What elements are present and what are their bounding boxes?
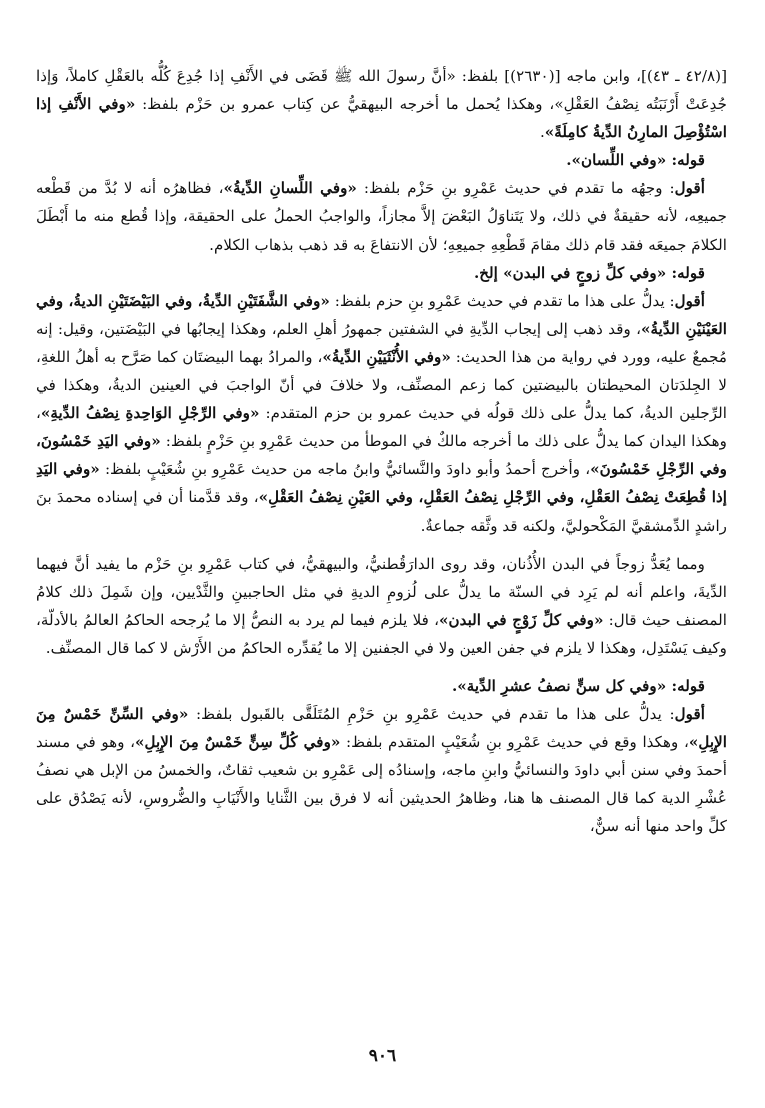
section-heading-pair: قوله: «وفي كلِّ زوجٍ في البدن» إلخ.: [473, 263, 705, 282]
hadith-quote: «وفي الشَّفَتَيْنِ الدِّيةُ، وفي البَيْضَتَيْنِ الديةُ، وفي العَيْنَيْنِ الدِّيةُ»: [36, 291, 727, 338]
paragraph-tooth: أقول: يدلُّ على هذا ما تقدم في حديث عَمْرِو بنِ حَزْمِ المُتَلَقَّى بالقَبول بلفظ: «وفي السِّنِّ خَمْسٌ مِنَ الإِبِلِ»، وهكذا وقع في حديث عَمْرِو بنِ شُعَيْبٍ المتقدم بلفظ: «وفي كُلِّ سِنٍّ خَمْسٌ مِنَ الإِبِلِ»، وهو في مسند أحمدَ وفي سنن أبي داودَ والنسائيُّ وابنِ ماجه، وإسنادُه إلى عَمْرِو بن شعيب ثقاتٌ، والخمسُ من الإبل هي نصفُ عُشْرِ الدية كما قال المصنف ها هنا، وظاهرُ الحديثين أنه لا فرق بين الثَّنايا والأَنْيَابِ والضُّروسِ، لأنه يَصْدُق على كلِّ واحد منها أنه سنٌّ،: [36, 705, 727, 836]
hadith-quote: «وفي الأُنْثَيَيْنِ الدِّيةُ»: [322, 347, 451, 366]
lead-word: أقول: [674, 179, 705, 198]
lead-word: أقول: [674, 705, 705, 724]
hadith-quote: «وفي كلِّ زَوْجٍ في البدن»: [438, 610, 604, 629]
section-heading-tongue: قوله: «وفي اللِّسان».: [566, 151, 705, 170]
section-heading-tooth: قوله: «وفي كل سنٍّ نصفُ عشرِ الدِّية».: [451, 676, 705, 695]
hadith-quote: «وفي اليَدِ إذا قُطِعَتْ نِصْفُ العَقْلِ، وفي الرِّجْلِ نِصْفُ العَقْلِ، وفي العَيْنِ نِصْفُ العَقْلِ»: [36, 460, 727, 507]
paragraph-tongue: أقول: وجهُه ما تقدم في حديث عَمْرِو بنِ حَزْم بلفظ: «وفي اللِّسانِ الدِّيةُ»، فظاهرُه أنه لا بُدَّ من قَطْعه جميعِه، لأنه حقيقةٌ في ذلك، ولا يَتَناوَلُ البَعْضَ إلاَّ مجازاً، والواجبُ الحملُ على الحقيقة، وإذا قُطع منه ما أَبْطَلَ الكلامَ جميعَه فقد قام ذلك مقامَ قَطْعِهِ جميعِهِ؛ لأن الانتفاعَ به قد ذهب بذهاب الكلام.: [36, 179, 727, 254]
hadith-quote: «وفي اللِّسانِ الدِّيةُ»: [223, 179, 357, 198]
page-body: [36, 62, 727, 841]
hadith-quote: «وفي كُلِّ سِنٍّ خَمْسٌ مِنَ الإِبِلِ»: [135, 733, 341, 752]
paragraph-continuation: [(٤٢/٨ ـ ٤٣)]، وابن ماجه [(٢٦٣٠)] بلفظ: «أنَّ رسولَ الله ﷺ قَضَى في الأَنْفِ إذا جُدِعَ كُلُّه بالعَقْلِ كاملاً، وَإذا جُدِعَتْ أَرْنَبَتُه نِصْفُ العَقْلِ»، وهكذا يُحمل ما أخرجه البيهقيُّ عن كِتاب عمرو بن حَزْم بلفظ: «وفي الأَنْفِ إذا اسْتُؤْصِلَ المارِنُ الدِّيةُ كامِلَةً».: [36, 67, 727, 142]
hadith-quote: «وفي اليَدِ خَمْسُونَ، وفي الرِّجْلِ خَمْسُونَ»: [36, 432, 727, 479]
hadith-quote: «وفي الأَنْفِ إذا اسْتُؤْصِلَ المارِنُ الدِّيةُ كامِلَةً»: [36, 95, 727, 142]
paragraph-ears: ومما يُعَدُّ زوجاً في البدن الأُذُنان، وقد روى الدارَقُطنيُّ، والبيهقيُّ، في كتاب عَمْرِو بنِ حَزْم ما يفيد أنَّ فيهما الدِّيةَ، واعلم أنه لم يَرِد في السنّة ما يدلُّ على لُزومِ الديةِ في مثل الحاجبينِ والثَّدْيين، وإن شَمِلَ ذلك كلامُ المصنف حيث قال: «وفي كلِّ زَوْجٍ في البدن»، فلا يلزم فيما لم يرد به النصُّ إلا ما يُرجحه الحاكمُ العالمُ بالأدلّة، وكيف يَسْتَدِل، وهكذا لا يلزم في جفن العين ولا في الجفنين إلا ما يُقدِّره الحاكمُ من الأَرْش لا كما قال المصنِّف.: [36, 554, 727, 657]
hadith-quote: «وفي السِّنِّ خَمْسٌ مِنَ الإِبِلِ»: [36, 705, 727, 752]
lead-word: أقول: [674, 291, 706, 310]
paragraph-pair: أقول: يدلُّ على هذا ما تقدم في حديث عَمْرِو بنِ حزم بلفظ: «وفي الشَّفَتَيْنِ الدِّيةُ، وفي البَيْضَتَيْنِ الديةُ، وفي العَيْنَيْنِ الدِّيةُ»، وقد ذهب إلى إيجاب الدِّيةِ في الشفتين جمهورُ أهلِ العلم، وهكذا إيجابُها في البَيْضَتين، وقيل: إنه مُجمعٌ عليه، وورد في رواية من هذا الحديث: «وفي الأُنْثَيَيْنِ الدِّيةُ»، والمرادُ بهما البيضتَان كما صَرَّح به أهلُ اللغةِ، لا الجِلدَتان المحيطتان بالبيضتين كما زعم المصنِّف، ولا خلافَ في أنّ الواجبَ في العينين الديةُ، وهكذا في الرِّجلين الديةُ، كما يدلُّ على ذلك قولُه في حديث عمرو بن حزم المتقدم: «وفي الرِّجْلِ الوَاحِدةِ نِصْفُ الدِّيةِ»، وهكذا اليدان كما يدلُّ على ذلك ما أخرجه مالكٌ في الموطأ من حديث عَمْرِو بنِ حَزْمٍ بلفظ: «وفي اليَدِ خَمْسُونَ، وفي الرِّجْلِ خَمْسُونَ»، وأخرج أحمدُ وأبو داودَ والنَّسائيُّ وابنُ ماجه من حديث عَمْرِو بنِ شُعَيْبٍ بلفظ: «وفي اليَدِ إذا قُطِعَتْ نِصْفُ العَقْلِ، وفي الرِّجْلِ نِصْفُ العَقْلِ، وفي العَيْنِ نِصْفُ العَقْلِ»، وقد قدَّمنا أن في إسناده محمدَ بنَ راشدٍ الدِّمشقيَّ المَكْحوليَّ، ولكنه قد وثَّقه جماعةٌ.: [36, 291, 728, 535]
page-number: ٩٠٦: [368, 1046, 397, 1066]
hadith-quote: «وفي الرِّجْلِ الوَاحِدةِ نِصْفُ الدِّيةِ»: [40, 404, 260, 423]
